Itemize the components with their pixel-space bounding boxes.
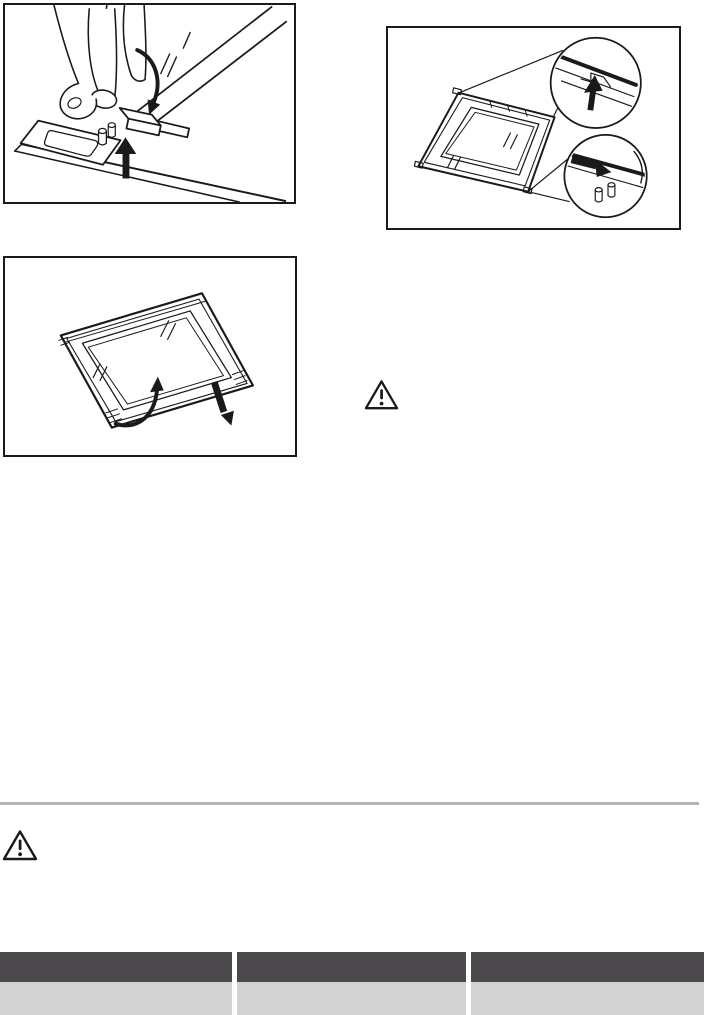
- glass-panel-removal-illustration: [5, 258, 295, 455]
- press-hinge-latch-figure: [3, 3, 296, 204]
- glass-panel-removal-figure: [3, 256, 297, 457]
- spec-table-header-cell: [471, 952, 704, 982]
- warning-triangle-icon: [364, 379, 399, 412]
- spec-table-cell: [471, 982, 704, 1015]
- spec-table: [0, 952, 704, 1015]
- door-glass-callouts-illustration: [388, 28, 679, 228]
- section-divider: [0, 802, 699, 805]
- door-glass-callouts-figure: [386, 26, 681, 230]
- up-arrow: [123, 152, 130, 178]
- spec-table-cell: [237, 982, 466, 1015]
- spec-table-header-cell: [237, 952, 466, 982]
- bottom-corner-callout: [564, 135, 646, 217]
- spec-table-header-cell: [0, 952, 232, 982]
- spec-table-cell: [0, 982, 232, 1015]
- warning-triangle-icon: [2, 829, 38, 862]
- press-hinge-latch-illustration: [5, 5, 294, 202]
